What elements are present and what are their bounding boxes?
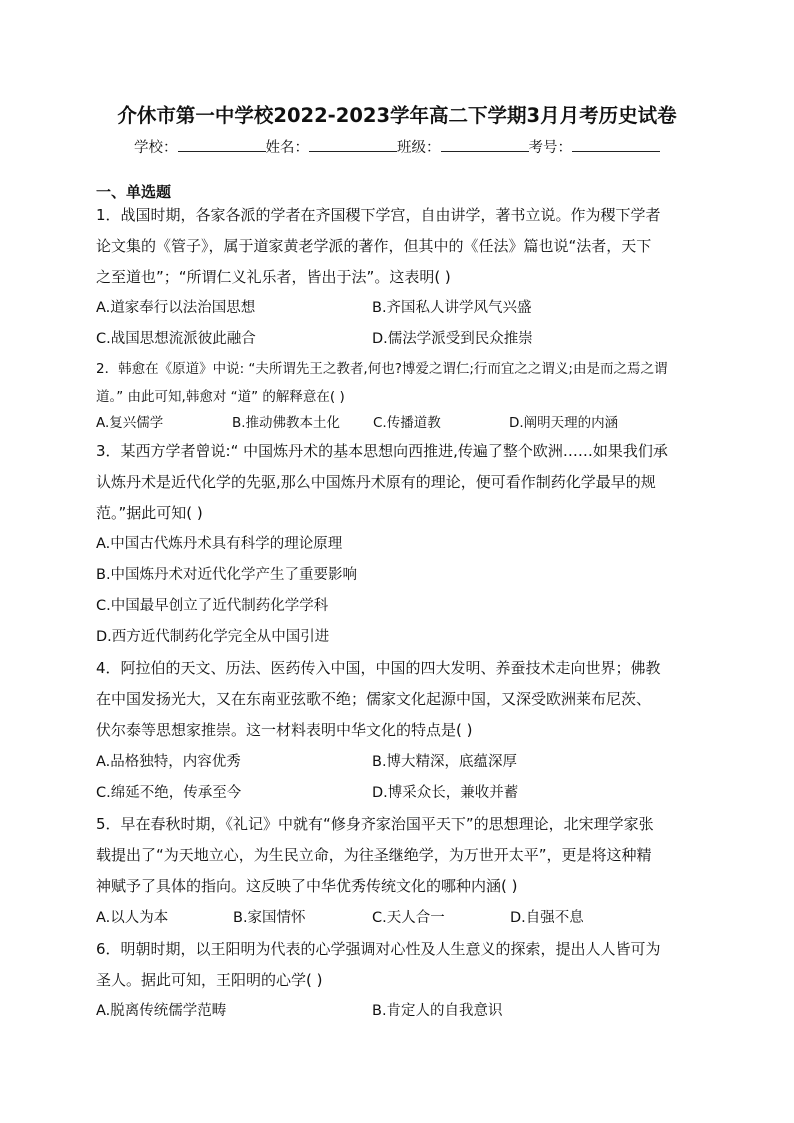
q1-line-1: 1．战国时期，各家各派的学者在齐国稷下学宫，自由讲学，著书立说。作为稷下学者 bbox=[96, 206, 661, 224]
class-blank bbox=[441, 139, 529, 152]
q2-option-a: A.复兴儒学 bbox=[96, 415, 164, 431]
exam-title: 介休市第一中学校2022-2023学年高二下学期3月月考历史试卷 bbox=[117, 104, 677, 127]
q4-option-c: C.绵延不绝，传承至今 bbox=[96, 785, 242, 801]
section-title: 一、单选题 bbox=[96, 183, 172, 201]
q4-line-1: 4．阿拉伯的天文、历法、医药传入中国，中国的四大发明、养蚕技术走向世界；佛教 bbox=[96, 659, 661, 677]
q4-line-3: 伏尔泰等思想家推崇。这一材料表明中华文化的特点是( ) bbox=[96, 721, 473, 739]
q5-option-a: A.以人为本 bbox=[96, 910, 169, 926]
class-label: 班级： bbox=[397, 140, 441, 156]
q1-option-b: B.齐国私人讲学风气兴盛 bbox=[372, 300, 532, 316]
q4-option-a: A.品格独特，内容优秀 bbox=[96, 754, 241, 770]
name-blank bbox=[309, 139, 397, 152]
school-label: 学校： bbox=[134, 140, 178, 156]
number-label: 考号： bbox=[528, 140, 572, 156]
q2-line-1: 2．韩愈在《原道》中说: “夫所谓先王之教者,何也?博爱之谓仁;行而宜之之谓义;由是而之焉之谓 bbox=[96, 361, 668, 377]
q2-line-2: 道。” 由此可知,韩愈对 “道” 的解释意在( ) bbox=[96, 389, 345, 405]
q3-option-a: A.中国古代炼丹术具有科学的理论原理 bbox=[96, 536, 343, 552]
school-blank bbox=[178, 139, 266, 152]
name-label: 姓名： bbox=[265, 140, 309, 156]
q5-option-c: C.天人合一 bbox=[372, 910, 445, 926]
q1-option-a: A.道家奉行以法治国思想 bbox=[96, 300, 256, 316]
q6-option-b: B.肯定人的自我意识 bbox=[372, 1003, 503, 1019]
q3-option-d: D.西方近代制药化学完全从中国引进 bbox=[96, 629, 330, 645]
q4-option-b: B.博大精深，底蕴深厚 bbox=[372, 754, 518, 770]
q5-option-d: D.自强不息 bbox=[510, 910, 584, 926]
q5-line-1: 5．早在春秋时期，《礼记》中就有“修身齐家治国平天下”的思想理论，北宋理学家张 bbox=[96, 815, 654, 833]
q6-option-a: A.脱离传统儒学范畴 bbox=[96, 1003, 227, 1019]
q5-line-3: 神赋予了具体的指向。这反映了中华优秀传统文化的哪种内涵( ) bbox=[96, 877, 518, 895]
q3-option-c: C.中国最早创立了近代制药化学学科 bbox=[96, 598, 329, 614]
q2-option-c: C.传播道教 bbox=[373, 415, 441, 431]
q5-option-b: B.家国情怀 bbox=[233, 910, 306, 926]
q3-line-2: 认炼丹术是近代化学的先驱,那么中国炼丹术原有的理论，便可看作制药化学最早的规 bbox=[96, 473, 656, 491]
q6-line-2: 圣人。据此可知，王阳明的心学( ) bbox=[96, 971, 323, 989]
q3-line-1: 3．某西方学者曾说:“ 中国炼丹术的基本思想向西推进,传遍了整个欧洲……如果我们承 bbox=[96, 442, 668, 460]
q2-option-b: B.推动佛教本土化 bbox=[232, 415, 341, 431]
q1-line-3: 之至道也”；“所谓仁义礼乐者，皆出于法”。这表明( ) bbox=[96, 268, 451, 286]
number-blank bbox=[572, 139, 660, 152]
student-info-line bbox=[0, 136, 794, 157]
q1-option-d: D.儒法学派受到民众推崇 bbox=[372, 331, 533, 347]
q1-line-2: 论文集的《管子》，属于道家黄老学派的著作，但其中的《任法》篇也说“法者，天下 bbox=[96, 237, 652, 255]
q3-line-3: 范。”据此可知( ) bbox=[96, 504, 203, 522]
q3-option-b: B.中国炼丹术对近代化学产生了重要影响 bbox=[96, 567, 358, 583]
q4-line-2: 在中国发扬光大，又在东南亚弦歌不绝；儒家文化起源中国，又深受欧洲莱布尼茨、 bbox=[96, 690, 652, 708]
q4-option-d: D.博采众长，兼收并蓄 bbox=[372, 785, 519, 801]
q6-line-1: 6．明朝时期，以王阳明为代表的心学强调对心性及人生意义的探索，提出人人皆可为 bbox=[96, 940, 661, 958]
q2-option-d: D.阐明天理的内涵 bbox=[509, 415, 619, 431]
q1-option-c: C.战国思想流派彼此融合 bbox=[96, 331, 256, 347]
q5-line-2: 载提出了“为天地立心，为生民立命，为往圣继绝学，为万世开太平”，更是将这种精 bbox=[96, 846, 652, 864]
